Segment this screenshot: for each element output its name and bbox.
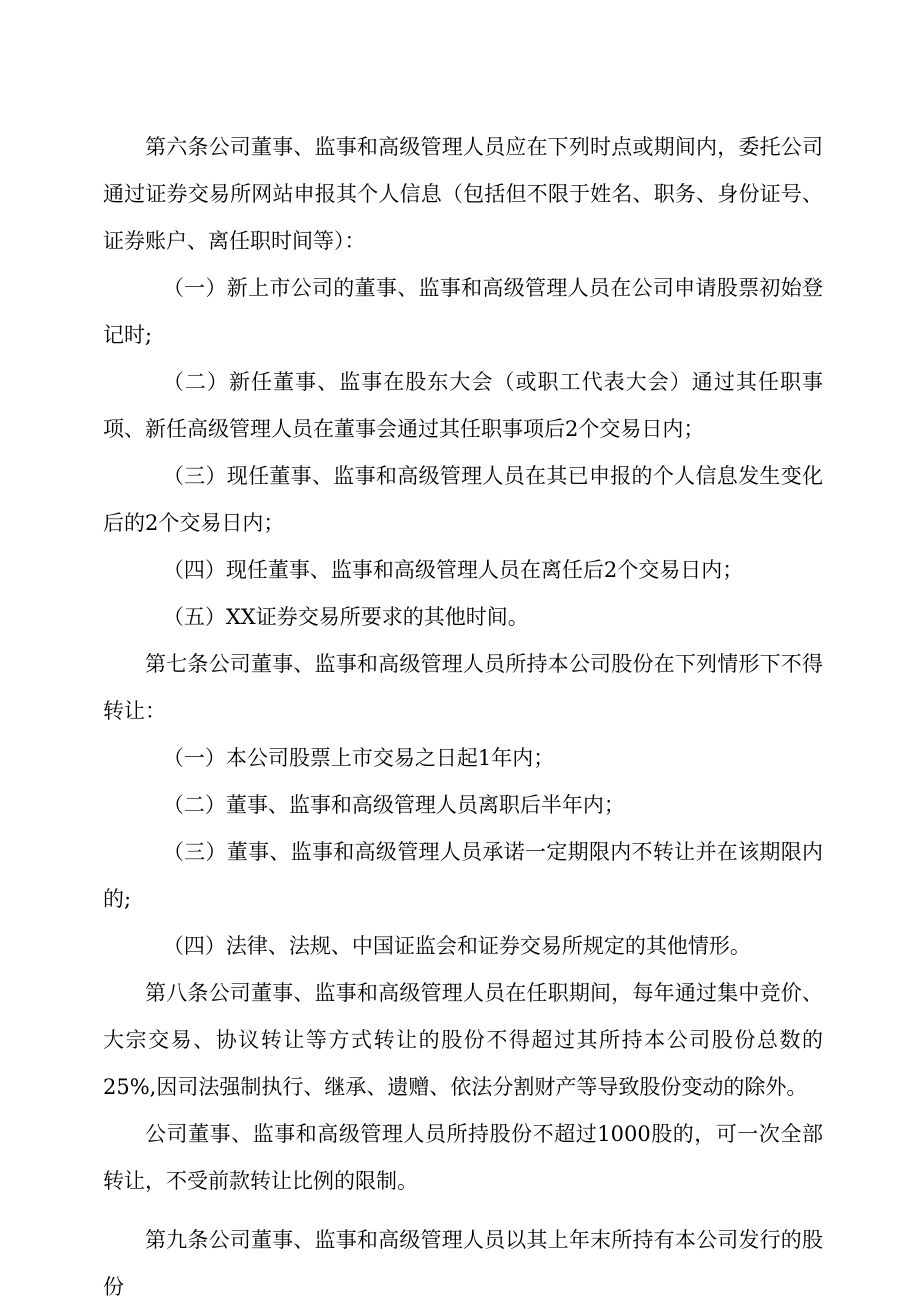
article-6-item-5: （五）XX证券交易所要求的其他时间。 [162,605,529,629]
article-8-exception-paragraph: 公司董事、监事和高级管理人员所持股份不超过1000股的，可一次全部转让，不受前款转让比例的限制。 [103,1122,823,1193]
article-6-item-1: （一）新上市公司的董事、监事和高级管理人员在公司申请股票初始登记时; [103,276,823,347]
document-body [103,124,823,1311]
article-6-paragraph: 第六条公司董事、监事和高级管理人员应在下列时点或期间内，委托公司通过证券交易所网站申报其个人信息（包括但不限于姓名、职务、身份证号、证券账户、离任职时间等）： [103,135,823,253]
article-7-item-2: （二）董事、监事和高级管理人员离职后半年内； [162,793,625,817]
article-6-item-4: （四）现任董事、监事和高级管理人员在离任后2个交易日内； [162,558,744,582]
article-7-item-3: （三）董事、监事和高级管理人员承诺一定期限内不转让并在该期限内的; [103,840,823,911]
article-6-item-3: （三）现任董事、监事和高级管理人员在其已申报的个人信息发生变化后的2个交易日内； [103,464,823,535]
article-9-paragraph: 第九条公司董事、监事和高级管理人员以其上年末所持有本公司发行的股份 [103,1228,823,1299]
article-6-item-2: （二）新任董事、监事在股东大会（或职工代表大会）通过其任职事项、新任高级管理人员在董事会通过其任职事项后2个交易日内； [103,370,823,441]
article-7-item-4: （四）法律、法规、中国证监会和证券交易所规定的其他情形。 [162,934,751,958]
article-7-paragraph: 第七条公司董事、监事和高级管理人员所持本公司股份在下列情形下不得转让： [103,652,823,723]
article-7-item-1: （一）本公司股票上市交易之日起1年内； [162,746,555,770]
article-8-paragraph: 第八条公司董事、监事和高级管理人员在任职期间，每年通过集中竞价、大宗交易、协议转让等方式转让的股份不得超过其所持本公司股份总数的25%,因司法强制执行、继承、遗赠、依法分割财产等导致股份变动的除外。 [103,981,823,1099]
